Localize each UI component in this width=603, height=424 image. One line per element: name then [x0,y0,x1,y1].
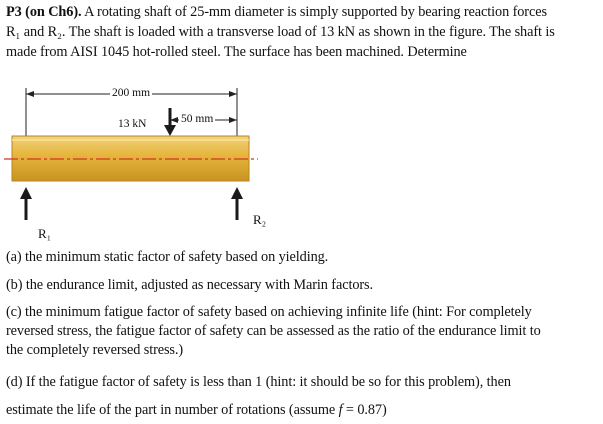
question-c-line-3: the completely reversed stress.) [6,342,184,358]
problem-statement [6,2,600,62]
r1-arrow-head [20,187,32,199]
question-c-line-2: reversed stress, the fatigue factor of safety can be assessed as the ratio of the endurance limit to [6,323,541,339]
offset-label: 50 mm [181,113,214,125]
statement-text-1: A rotating shaft of 25-mm diameter is simply supported by bearing reaction forces [84,4,547,20]
span-arrowhead-right [229,91,237,97]
last-line-text-before: estimate the life of the part in number of rotations (assume [6,402,339,418]
statement-line-2: R₁ and R₂. The shaft is loaded with a transverse load of 13 kN as shown in the figure. The shaft is [6,24,555,40]
r2-arrow-head [231,187,243,199]
question-c [6,303,598,360]
r1-label: R₁ [38,226,52,241]
span-arrowhead-left [26,91,34,97]
load-arrow-head [164,125,176,136]
problem-label: P3 (on Ch6). [6,4,82,20]
last-line-text-after: = 0.87) [342,402,387,418]
load-label: 13 kN [118,118,147,130]
question-b [6,276,598,295]
question-a-line-1: (a) the minimum static factor of safety based on yielding. [6,249,329,265]
statement-line-3: made from AISI 1045 hot-rolled steel. The surface has been machined. Determine [6,44,467,60]
question-d [6,373,598,392]
question-c-line-1: (c) the minimum fatigue factor of safety based on achieving infinite life (hint: For completely [6,304,532,320]
shaft-diagram [0,78,603,248]
span-label: 200 mm [112,87,151,99]
statement-line-1 [6,2,600,22]
fatigue-fraction-variable: f [338,402,343,418]
question-b-line-1: (b) the endurance limit, adjusted as necessary with Marin factors. [6,277,373,293]
shaft-figure [0,78,603,248]
offset-arrowhead-right [229,117,237,123]
r2-label: R₂ [253,212,267,227]
question-d-continuation [6,401,598,420]
question-a [6,248,598,267]
question-d-line-1: (d) If the fatigue factor of safety is less than 1 (hint: it should be so for this problem), then [6,374,511,390]
